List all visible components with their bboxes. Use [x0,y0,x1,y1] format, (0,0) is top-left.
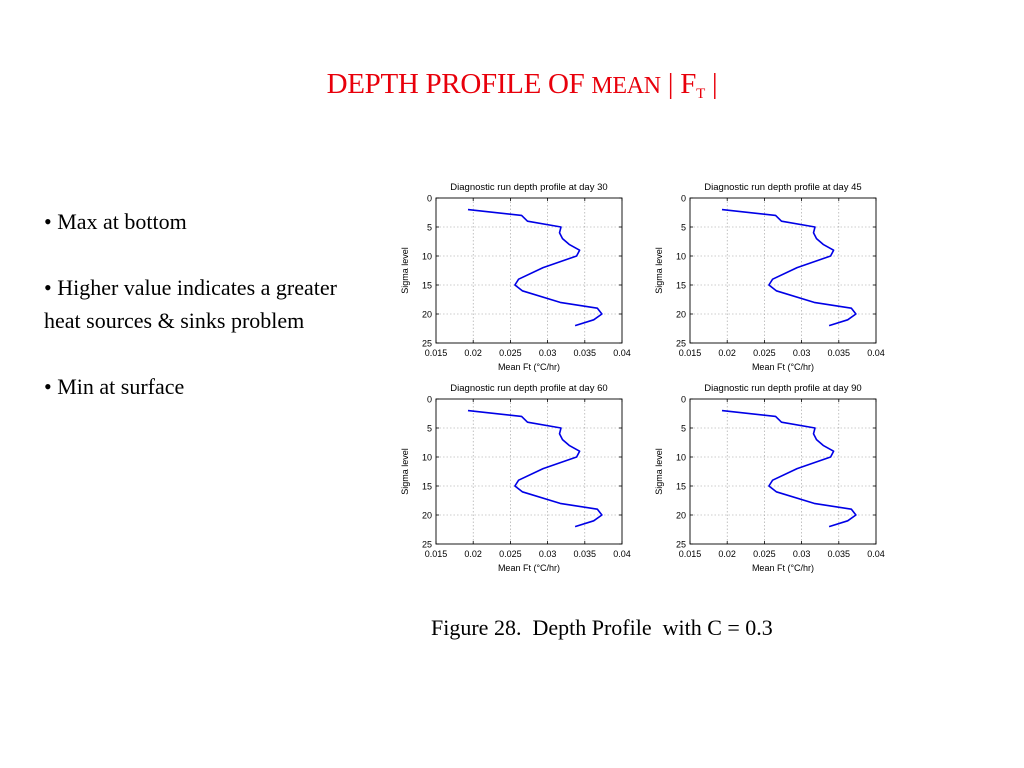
x-tick-label: 0.035 [827,549,851,559]
x-tick-label: 0.02 [718,348,736,358]
x-tick-label: 0.04 [613,348,631,358]
y-tick-label: 10 [675,452,686,463]
x-tick-label: 0.04 [613,549,631,559]
y-tick-label: 0 [426,394,432,405]
x-tick-label: 0.02 [464,348,482,358]
y-tick-label: 5 [680,423,686,434]
y-tick-label: 25 [421,338,432,349]
plot-area [436,399,622,544]
y-axis-label: Sigma level [654,448,664,495]
x-tick-label: 0.025 [753,549,776,559]
chart-panel-1 [400,182,631,372]
y-tick-label: 5 [426,423,432,434]
y-axis-label: Sigma level [654,247,664,294]
x-tick-label: 0.04 [867,549,885,559]
x-axis-label: Mean Ft (°C/hr) [751,362,815,372]
x-tick-label: 0.025 [753,348,776,358]
slide-title-mean: MEAN [591,73,661,99]
x-tick-label: 0.02 [464,549,482,559]
bullet-item: • Min at surface [44,374,185,399]
x-axis-label: Mean Ft (°C/hr) [497,563,561,573]
x-tick-label: 0.015 [424,549,448,559]
bullet-item: • Higher value indicates a greater heat sources & sinks problem [44,275,337,333]
chart-panel-4 [654,383,885,573]
y-tick-label: 15 [675,280,686,291]
y-tick-label: 5 [680,222,686,233]
slide-title-subscript: T [696,86,705,102]
slide-title-bar-open: | F [660,68,697,100]
plot-area [436,198,622,343]
x-tick-label: 0.035 [827,348,851,358]
x-tick-label: 0.03 [538,348,557,358]
y-tick-label: 20 [421,309,432,320]
x-tick-label: 0.015 [424,348,448,358]
y-tick-label: 20 [421,510,432,521]
plot-area [690,198,876,343]
chart-panel-3 [400,383,631,573]
x-tick-label: 0.025 [499,549,522,559]
bullet-list [44,205,364,403]
y-tick-label: 20 [675,309,686,320]
slide-title-main: DEPTH PROFILE OF [326,68,592,100]
x-tick-label: 0.025 [499,348,522,358]
y-tick-label: 15 [421,280,432,291]
y-tick-label: 25 [675,539,686,550]
y-tick-label: 15 [675,481,686,492]
chart-title: Diagnostic run depth profile at day 30 [450,182,608,193]
y-tick-label: 5 [426,222,432,233]
y-axis-label: Sigma level [400,247,410,294]
y-tick-label: 15 [421,481,432,492]
x-tick-label: 0.035 [573,549,597,559]
depth-profile-figure [395,172,895,582]
y-tick-label: 25 [675,338,686,349]
x-tick-label: 0.015 [678,348,702,358]
chart-title: Diagnostic run depth profile at day 45 [704,182,862,193]
y-tick-label: 0 [680,193,686,204]
x-tick-label: 0.015 [678,549,702,559]
y-tick-label: 0 [426,193,432,204]
y-tick-label: 20 [675,510,686,521]
slide-title-bar-close: | [704,68,718,100]
x-tick-label: 0.03 [538,549,557,559]
x-tick-label: 0.02 [718,549,736,559]
bullet-item: • Max at bottom [44,209,187,234]
x-axis-label: Mean Ft (°C/hr) [751,563,815,573]
plot-area [690,399,876,544]
chart-title: Diagnostic run depth profile at day 90 [704,383,862,394]
x-tick-label: 0.03 [792,348,811,358]
y-tick-label: 10 [675,251,686,262]
y-tick-label: 25 [421,539,432,550]
chart-panel-2 [654,182,885,372]
chart-title: Diagnostic run depth profile at day 60 [450,383,608,394]
x-tick-label: 0.035 [573,348,597,358]
slide-title [0,68,1024,103]
y-tick-label: 10 [421,452,432,463]
y-tick-label: 10 [421,251,432,262]
x-axis-label: Mean Ft (°C/hr) [497,362,561,372]
figure-caption: Figure 28. Depth Profile with C = 0.3 [431,615,773,640]
y-tick-label: 0 [680,394,686,405]
y-axis-label: Sigma level [400,448,410,495]
x-tick-label: 0.04 [867,348,885,358]
x-tick-label: 0.03 [792,549,811,559]
